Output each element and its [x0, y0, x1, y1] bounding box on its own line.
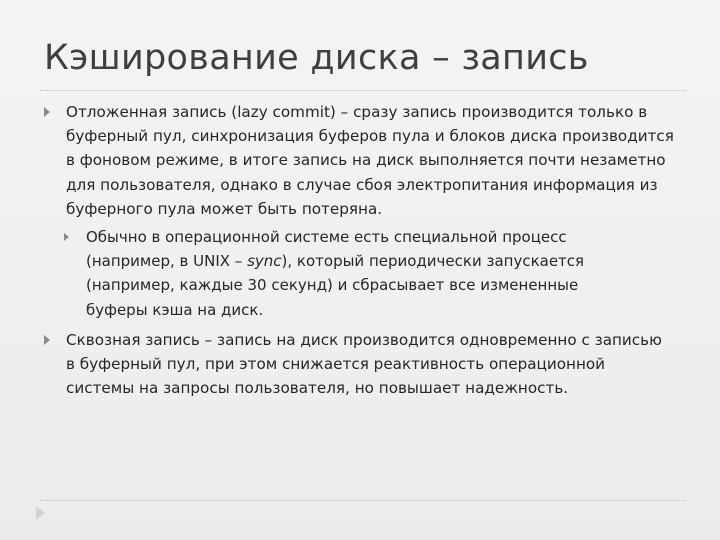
sub-bullet-emphasis: sync	[247, 252, 282, 271]
slide-title: Кэширование диска – запись	[44, 38, 589, 78]
footer-divider	[40, 500, 686, 501]
footer-triangle-icon	[36, 506, 45, 520]
bullet-triangle-icon	[44, 107, 50, 117]
sub-bullet-text-after: ), который периодически запускается (например, каждые 30 секунд) и сбрасывает все измененные буферы кэша на диск.	[86, 252, 585, 319]
bullet-item-write-through	[44, 328, 674, 401]
bullet-item-lazy-commit	[44, 100, 674, 221]
bullet-text: Отложенная запись (lazy commit) – сразу запись производится только в буферный пул, синхронизация буферов пула и блоков диска производится в фоновом режиме, в итоге запись на диск выполняется почти незаметно для пользователя, однако в случае сбоя электропитания информация из буферного пула может быть потеряна.	[66, 103, 674, 218]
bullet-triangle-icon	[44, 335, 50, 345]
bullet-text: Сквозная запись – запись на диск производится одновременно с записью в буферный пул, при этом снижается реактивность операционной системы на запросы пользователя, но повышает надежность.	[66, 330, 662, 398]
sub-bullet-item-sync	[64, 225, 621, 322]
sub-bullet-triangle-icon	[64, 233, 69, 241]
slide-content	[44, 100, 694, 404]
title-divider	[40, 90, 686, 91]
sub-bullet-text-before: Обычно в операционной системе есть специальной процесс (например, в UNIX –	[86, 228, 567, 271]
